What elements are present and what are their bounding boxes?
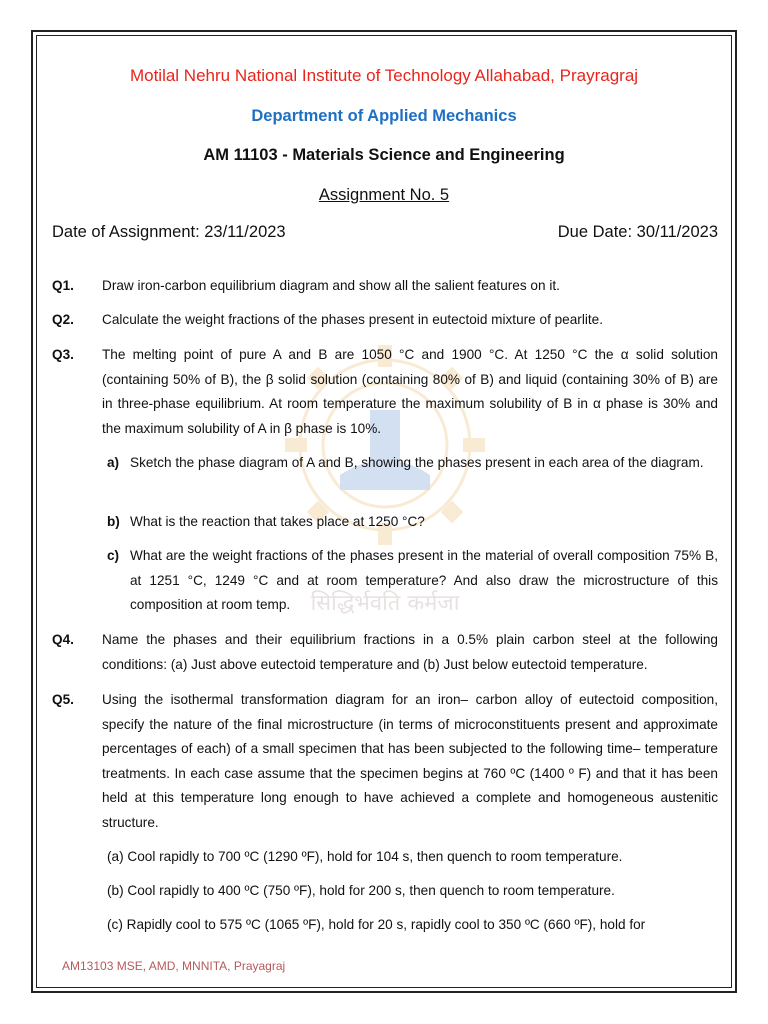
question-number: Q1.: [52, 278, 74, 293]
part-label: b): [107, 514, 120, 529]
question-number: Q5.: [52, 692, 74, 707]
course-title: AM 11103 - Materials Science and Engineering: [203, 146, 565, 164]
part-text: What are the weight fractions of the phases present in the material of overall composition 75% B, at 1251 °C, 1249 °C and at room temperature? And also draw the microstructure of this composition at room temp.: [130, 548, 718, 613]
institute-name: Motilal Nehru National Institute of Technology Allahabad, Prayragraj: [129, 66, 639, 85]
part-text: Sketch the phase diagram of A and B, showing the phases present in each area of the diagram.: [130, 455, 704, 470]
page-footer: AM13103 MSE, AMD, MNNITA, Prayagraj: [62, 959, 286, 973]
question-number: Q3.: [52, 347, 74, 362]
question-3-part-c: [107, 544, 718, 618]
question-1: [52, 274, 718, 299]
part-text: What is the reaction that takes place at 1250 °C?: [130, 514, 425, 529]
question-3: [52, 343, 718, 441]
question-text: Draw iron-carbon equilibrium diagram and show all the salient features on it.: [102, 278, 560, 293]
department-name: Department of Applied Mechanics: [251, 107, 517, 125]
question-5-option-c: (c) Rapidly cool to 575 ºC (1065 ºF), hold for 20 s, rapidly cool to 350 ºC (660 ºF), hold for: [107, 917, 646, 932]
question-2: [52, 308, 718, 333]
question-5-option-b: (b) Cool rapidly to 400 ºC (750 ºF), hold for 200 s, then quench to room temperature.: [107, 883, 615, 898]
part-label: c): [107, 548, 120, 563]
watermark-motto: सिद्धिर्भवति कर्मजा: [310, 591, 460, 616]
question-4: [52, 628, 718, 677]
question-text: Name the phases and their equilibrium fractions in a 0.5% plain carbon steel at the following conditions: (a) Just above eutectoid temperature and (b) Just below eutectoid temperature.: [102, 632, 718, 672]
question-number: Q2.: [52, 312, 74, 327]
question-text: Calculate the weight fractions of the phases present in eutectoid mixture of pearlite.: [102, 312, 603, 327]
date-line: [52, 223, 718, 242]
assignment-number: Assignment No. 5: [318, 186, 450, 204]
question-5-option-a: (a) Cool rapidly to 700 ºC (1290 ºF), hold for 104 s, then quench to room temperature.: [107, 849, 623, 864]
question-3-part-b: [107, 510, 718, 535]
due-date: Due Date: 30/11/2023: [557, 223, 718, 241]
question-number: Q4.: [52, 632, 74, 647]
part-label: a): [107, 455, 120, 470]
question-5: [52, 688, 718, 836]
question-text: Using the isothermal transformation diagram for an iron– carbon alloy of eutectoid composition, specify the nature of the final microstructure (in terms of microconstituents present and approximate percentages of each) of a small specimen that has been subjected to the following time– temperature treatments. In each case assume that the specimen begins at 760 ºC (1400 º F) and that it has been held at this temperature long enough to have achieved a complete and homogeneous austenitic structure.: [102, 692, 718, 830]
date-of-assignment: Date of Assignment: 23/11/2023: [52, 223, 286, 241]
assignment-title: [0, 186, 768, 205]
question-text: The melting point of pure A and B are 1050 °C and 1900 °C. At 1250 °C the α solid solution (containing 50% of B), the β solid solution (containing 80% of B) and liquid (containing 30% of B) are in three-phase equilibrium. At room temperature the maximum solubility of B in α phase is 30% and the maximum solubility of A in β phase is 10%.: [102, 347, 718, 436]
question-3-part-a: [107, 451, 718, 476]
